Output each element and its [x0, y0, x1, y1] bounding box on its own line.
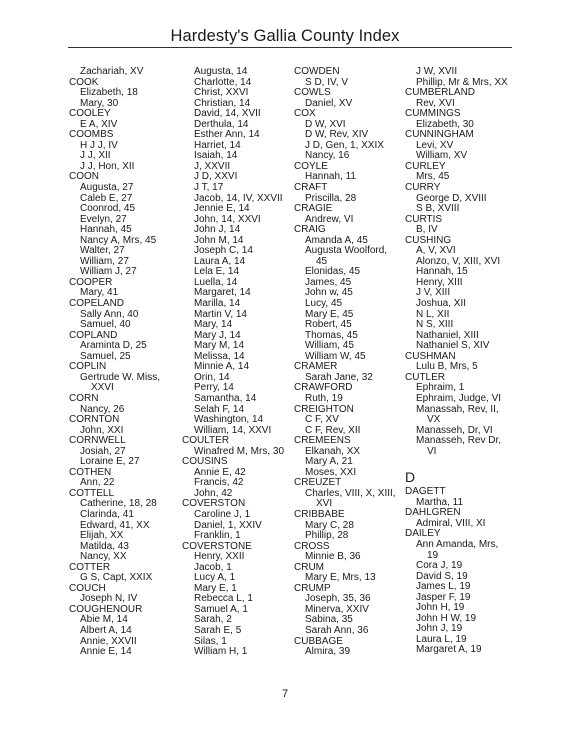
index-entry: Mary, 41: [80, 287, 119, 299]
index-entry: William, 14, XXVI: [194, 424, 272, 436]
surname-heading: COVERSTONE: [182, 540, 252, 552]
index-entry: Abie M, 14: [80, 614, 128, 626]
header-rule: [68, 47, 512, 48]
index-entry: Annie E, 42: [194, 466, 246, 478]
index-entry: Lucy, 45: [305, 298, 343, 310]
index-entry: John M, 14: [194, 234, 244, 246]
index-entry: J J, Hon, XII: [80, 160, 135, 172]
index-entry: Catherine, 18, 28: [80, 498, 157, 510]
index-entry: Ann, 22: [80, 477, 115, 489]
index-entry: Hannah, 15: [416, 266, 468, 278]
index-entry: Mary, 30: [80, 97, 119, 109]
index-entry: Lulu B, Mrs, 5: [416, 361, 478, 373]
index-entry: Nathaniel, XIII: [416, 329, 479, 341]
index-entry: Augusta Woolford,: [305, 245, 388, 257]
index-entry: Edward, 41, XX: [80, 519, 150, 531]
surname-heading: CREMEENS: [294, 435, 351, 447]
index-entry: N S, XIII: [416, 319, 454, 331]
index-entry: Winafred M, Mrs, 30: [194, 445, 285, 457]
surname-heading: COUSINS: [182, 456, 228, 468]
index-entry: Cora J, 19: [416, 560, 463, 572]
index-entry: Minerva, XXIV: [305, 603, 369, 615]
index-entry: Henry, XIII: [416, 276, 463, 288]
surname-heading: CRAWFORD: [294, 382, 353, 394]
index-entry: Josiah, 27: [80, 445, 126, 457]
index-entry: Charles, VIII, X, XIII,: [305, 487, 396, 499]
index-entry: Selah F, 14: [194, 403, 245, 415]
index-entry: Loraine E, 27: [80, 456, 140, 468]
index-entry: E A, XIV: [80, 118, 118, 130]
index-entry: Luella, 14: [194, 276, 238, 288]
index-entry: Araminta D, 25: [80, 340, 147, 352]
surname-heading: COTTELL: [69, 487, 115, 499]
surname-heading: COON: [69, 171, 99, 183]
index-entry: Rebecca L, 1: [194, 593, 253, 605]
index-entry: Derthula, 14: [194, 118, 249, 130]
index-entry: Sabina, 35: [305, 614, 353, 626]
index-entry: Samuel, 40: [80, 319, 131, 331]
index-entry: William, XV: [416, 150, 468, 162]
surname-heading: CUBBAGE: [294, 635, 343, 647]
surname-heading: CURTIS: [405, 213, 443, 225]
index-entry: Franklin, 1: [194, 530, 241, 542]
index-entry: Ann Amanda, Mrs,: [416, 538, 499, 550]
index-entry: Joseph N, IV: [80, 593, 138, 605]
index-entry: Joshua, XII: [416, 298, 467, 310]
index-entry: Ruth, 19: [305, 392, 343, 404]
surname-heading: CUMBERLAND: [405, 87, 476, 99]
surname-heading: COWLS: [294, 87, 331, 99]
index-entry: Melissa, 14: [194, 350, 245, 362]
index-entry: Mary E, Mrs, 13: [305, 572, 376, 584]
index-entry: Silas, 1: [194, 635, 227, 647]
index-entry: Jasper F, 19: [416, 591, 471, 603]
index-entry: N L, XII: [416, 308, 450, 320]
index-entry: J W, XVII: [416, 66, 458, 77]
index-entry: John, 42: [194, 487, 233, 499]
surname-heading: CORN: [69, 392, 99, 404]
index-entry: Rev, XVI: [416, 97, 455, 109]
surname-heading: CREIGHTON: [294, 403, 354, 415]
index-entry: Minnie A, 14: [194, 361, 250, 373]
surname-heading: CRUMP: [294, 582, 331, 594]
index-entry: Augusta, 14: [194, 66, 248, 77]
index-entry: John, 14, XXVI: [194, 213, 261, 225]
index-column-1: [69, 67, 160, 658]
index-entry: Nathaniel S, XIV: [416, 340, 490, 352]
index-entry: Henry, XXII: [194, 551, 245, 563]
surname-heading: DAILEY: [405, 528, 441, 540]
index-entry: Matilda, 43: [80, 540, 129, 552]
surname-heading: COUGHENOUR: [69, 603, 143, 615]
index-entry: Walter, 27: [80, 245, 125, 257]
index-entry: Evelyn, 27: [80, 213, 127, 225]
index-entry: Nancy, XX: [80, 551, 127, 563]
index-entry: Elizabeth, 30: [416, 118, 474, 130]
surname-heading: COOLEY: [69, 108, 111, 120]
surname-heading: COWDEN: [294, 66, 340, 77]
index-entry: A, V, XVI: [416, 245, 456, 257]
index-entry-continuation: 45: [316, 255, 328, 267]
index-entry: Laura A, 14: [194, 255, 246, 267]
surname-heading: COYLE: [294, 160, 328, 172]
index-entry: J V, XIII: [416, 287, 451, 299]
index-entry: Alonzo, V, XIII, XVI: [416, 255, 501, 267]
surname-heading: CRAGIE: [294, 203, 333, 215]
index-entry: B, IV: [416, 224, 438, 236]
index-entry: Sarah E, 5: [194, 624, 242, 636]
index-entry: Caroline J, 1: [194, 508, 251, 520]
index-entry: Moses, XXI: [305, 466, 357, 478]
index-entry: Charlotte, 14: [194, 76, 252, 88]
index-entry: Isaiah, 14: [194, 150, 238, 162]
index-entry: Hannah, 11: [305, 171, 356, 183]
index-entry: Daniel, 1, XXIV: [194, 519, 262, 531]
index-entry: Christ, XXVI: [194, 87, 249, 99]
index-entry: D W, XVI: [305, 118, 346, 130]
surname-heading: CREUZET: [294, 477, 342, 489]
index-entry: Lela E, 14: [194, 266, 240, 278]
index-entry: Nancy A, Mrs, 45: [80, 234, 157, 246]
surname-heading: CRUM: [294, 561, 324, 573]
index-entry: Elijah, XX: [80, 530, 124, 542]
index-entry: Augusta, 27: [80, 182, 134, 194]
index-entry-continuation: XVI: [316, 498, 333, 510]
index-entry: Thomas, 45: [305, 329, 358, 341]
surname-heading: CURLEY: [405, 160, 446, 172]
section-letter: D: [405, 469, 416, 486]
surname-heading: CUSHING: [405, 234, 452, 246]
index-entry: Elonidas, 45: [305, 266, 361, 278]
surname-heading: COTTER: [69, 561, 111, 573]
index-entry: C F, XV: [305, 414, 339, 426]
index-entry: David, 14, XVII: [194, 108, 261, 120]
index-entry: William J, 27: [80, 266, 137, 278]
index-entry: Levi, XV: [416, 139, 454, 151]
index-entry: Manasseh, Rev Dr,: [416, 435, 502, 447]
index-entry: John J, 19: [416, 623, 463, 635]
index-entry: Christian, 14: [194, 97, 251, 109]
surname-heading: CORNWELL: [69, 435, 126, 447]
index-entry: D W, Rev, XIV: [305, 129, 369, 141]
surname-heading: CRIBBABE: [294, 508, 345, 520]
index-entry: Annie, XXVII: [80, 635, 137, 647]
index-entry: John J, 14: [194, 224, 241, 236]
page-number: 7: [281, 688, 289, 700]
index-entry: Margaret, 14: [194, 287, 251, 299]
index-entry: Daniel, XV: [305, 97, 353, 109]
index-entry: Mary J, 14: [194, 329, 241, 341]
index-entry: Perry, 14: [194, 382, 234, 394]
index-entry-continuation: VX: [427, 414, 441, 426]
surname-heading: COUCH: [69, 582, 106, 594]
index-entry: Almira, 39: [305, 646, 351, 658]
index-entry: Samuel, 25: [80, 350, 131, 362]
surname-heading: COTHEN: [69, 466, 112, 478]
index-entry: William, 27: [80, 255, 129, 267]
index-entry-continuation: VI: [427, 445, 437, 457]
index-entry: J D, Gen, 1, XXIX: [305, 139, 384, 151]
index-entry: Joseph, 35, 36: [305, 593, 371, 605]
index-entry: G S, Capt, XXIX: [80, 572, 153, 584]
index-entry: Jennie E, 14: [194, 203, 250, 215]
index-entry: Orin, 14: [194, 371, 230, 383]
index-entry: Hannah, 45: [80, 224, 132, 236]
surname-heading: COPLAND: [69, 329, 118, 341]
surname-heading: COOPER: [69, 276, 113, 288]
index-entry: S B, XVIII: [416, 203, 460, 215]
index-entry: Admiral, VIII, XI: [416, 517, 486, 529]
index-entry: Clarinda, 41: [80, 508, 134, 520]
index-entry: Harriet, 14: [194, 139, 241, 151]
index-entry: David S, 19: [416, 570, 468, 582]
index-column-4: [405, 67, 508, 656]
index-entry: Ephraim, Judge, VI: [416, 392, 502, 404]
index-entry: Ephraim, 1: [416, 382, 465, 394]
index-entry: J T, 17: [194, 182, 224, 194]
index-entry: Caleb E, 27: [80, 192, 133, 204]
surname-heading: COULTER: [182, 435, 230, 447]
surname-heading: DAHLGREN: [405, 507, 461, 519]
surname-heading: COPLIN: [69, 361, 107, 373]
index-entry: Priscilla, 28: [305, 192, 357, 204]
index-entry: Samuel A, 1: [194, 603, 248, 615]
index-entry: Sarah Jane, 32: [305, 371, 373, 383]
page-title: Hardesty's Gallia County Index: [170, 27, 400, 45]
index-entry: Laura L, 19: [416, 633, 467, 645]
index-entry: Washington, 14: [194, 414, 264, 426]
index-entry: John H, 19: [416, 602, 465, 614]
index-entry-continuation: XXVI: [91, 382, 114, 394]
index-entry: Jacob, 1: [194, 561, 232, 573]
surname-heading: DAGETT: [405, 486, 446, 498]
index-entry: William W, 45: [305, 350, 366, 362]
index-entry: James, 45: [305, 276, 352, 288]
surname-heading: COPELAND: [69, 298, 125, 310]
index-entry: Manassah, Rev, II,: [416, 403, 499, 415]
surname-heading: CRAMER: [294, 361, 338, 373]
index-entry: Samantha, 14: [194, 392, 257, 404]
index-entry: George D, XVIII: [416, 192, 487, 204]
index-entry: John H W, 19: [416, 612, 477, 624]
index-column-2: [182, 66, 285, 658]
index-entry: Gertrude W. Miss,: [80, 371, 161, 383]
index-entry: Sarah Ann, 36: [305, 624, 369, 636]
index-column-3: [294, 67, 396, 658]
index-entry: Mary, 14: [194, 319, 233, 331]
surname-heading: CUMMINGS: [405, 108, 461, 120]
index-entry: Mary E, 1: [194, 582, 237, 594]
index-entry: Mrs, 45: [416, 171, 450, 183]
index-entry: Martha, 11: [416, 496, 464, 508]
surname-heading: COOK: [69, 76, 99, 88]
index-entry: C F, Rev, XII: [305, 424, 361, 436]
index-entry: Minnie B, 36: [305, 551, 361, 563]
index-entry: Joseph C, 14: [194, 245, 253, 257]
surname-heading: CROSS: [294, 540, 330, 552]
index-entry: Elizabeth, 18: [80, 87, 138, 99]
index-entry: Francis, 42: [194, 477, 244, 489]
index-entry: Andrew, VI: [305, 213, 354, 225]
index-entry: Sally Ann, 40: [80, 308, 139, 320]
index-entry: Esther Ann, 14: [194, 129, 260, 141]
index-entry: Marilla, 14: [194, 298, 241, 310]
surname-heading: CORNTON: [69, 414, 120, 426]
index-entry: J D, XXVI: [194, 171, 238, 183]
index-entry: Phillip, 28: [305, 530, 349, 542]
index-entry: Amanda A, 45: [305, 234, 368, 246]
index-entry: S D, IV, V: [305, 76, 348, 88]
index-entry: Mary E, 45: [305, 308, 354, 320]
surname-heading: CUTLER: [405, 371, 446, 383]
index-entry: James L, 19: [416, 581, 471, 593]
index-entry-continuation: 19: [427, 549, 439, 561]
index-entry: John w, 45: [305, 287, 353, 299]
index-entry: Jacob, 14, IV, XXVII: [194, 192, 283, 204]
index-entry: Elkanah, XX: [305, 445, 361, 457]
index-entry: H J J, IV: [80, 139, 118, 151]
index-entry: Nancy, 16: [305, 150, 350, 162]
index-entry: Mary M, 14: [194, 340, 245, 352]
index-entry: Manasseh, Dr, VI: [416, 424, 493, 436]
index-entry: Mary C, 28: [305, 519, 354, 531]
index-entry: J, XXVII: [194, 160, 231, 172]
surname-heading: CRAFT: [294, 182, 328, 194]
surname-heading: CRAIG: [294, 224, 326, 236]
surname-heading: COOMBS: [69, 129, 114, 141]
index-entry: Sarah, 2: [194, 614, 232, 626]
surname-heading: CURRY: [405, 182, 441, 194]
index-entry: Nancy, 26: [80, 403, 125, 415]
surname-heading: CUNNINGHAM: [405, 129, 474, 141]
index-entry: Zachariah, XV: [80, 66, 144, 77]
surname-heading: COX: [294, 108, 316, 120]
index-entry: Robert, 45: [305, 319, 352, 331]
surname-heading: CUSHMAN: [405, 350, 456, 362]
index-entry: J J, XII: [80, 150, 111, 162]
index-entry: Lucy A, 1: [194, 572, 236, 584]
index-entry: Mary A, 21: [305, 456, 353, 468]
index-entry: Phillip, Mr & Mrs, XX: [416, 76, 508, 88]
index-entry: Martin V, 14: [194, 308, 247, 320]
index-entry: William, 45: [305, 340, 354, 352]
index-entry: Coonrod, 45: [80, 203, 136, 215]
index-entry: William H, 1: [194, 646, 248, 658]
index-entry: Margaret A, 19: [416, 644, 482, 656]
index-entry: Annie E, 14: [80, 646, 132, 658]
index-entry: John, XXI: [80, 424, 124, 436]
surname-heading: COVERSTON: [182, 498, 246, 510]
index-entry: Albert A, 14: [80, 624, 132, 636]
